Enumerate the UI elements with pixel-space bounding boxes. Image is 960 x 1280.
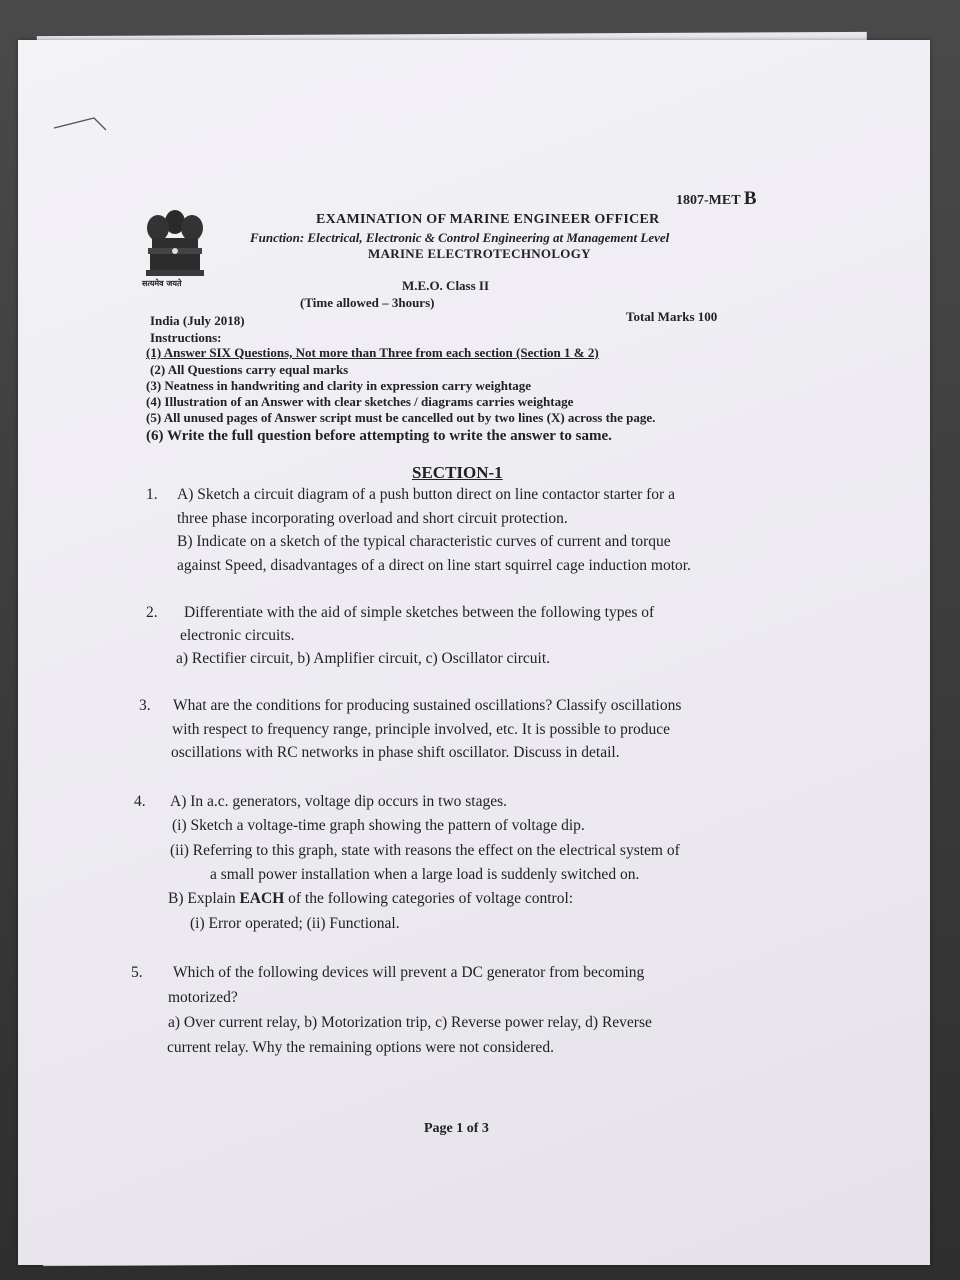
instruction-item: (4) Illustration of an Answer with clear sketches / diagrams carries weightage	[146, 394, 574, 409]
instruction-item	[146, 345, 599, 361]
question-number: 5.	[131, 964, 143, 981]
time-allowed: (Time allowed – 3hours)	[300, 295, 435, 310]
question-line: oscillations with RC networks in phase shift oscillator. Discuss in detail.	[171, 744, 620, 761]
question-line: current relay. Why the remaining options were not considered.	[167, 1039, 554, 1056]
question-line: A) Sketch a circuit diagram of a push button direct on line contactor starter for a	[177, 486, 675, 503]
question-number: 1.	[146, 486, 158, 503]
question-line: motorized?	[168, 989, 238, 1006]
question-line: three phase incorporating overload and short circuit protection.	[177, 510, 568, 527]
question-line: A) In a.c. generators, voltage dip occurs in two stages.	[170, 793, 508, 810]
paper-set: B	[743, 188, 757, 209]
function-line: Function: Electrical, Electronic & Control Engineering at Management Level	[250, 230, 670, 245]
emblem-caption: सत्यमेव जयते	[142, 279, 182, 288]
question-line: with respect to frequency range, principle involved, etc. It is possible to produce	[172, 721, 670, 738]
class-level: M.E.O. Class II	[402, 278, 490, 293]
exam-title: EXAMINATION OF MARINE ENGINEER OFFICER	[316, 212, 660, 227]
question-line: a) Over current relay, b) Motorization trip, c) Reverse power relay, d) Reverse	[168, 1014, 652, 1031]
section-title: SECTION-1	[412, 463, 503, 482]
instruction-number: (1)	[146, 345, 164, 360]
question-number: 4.	[134, 793, 146, 810]
instructions-heading: Instructions:	[150, 330, 222, 345]
pencil-mark-icon	[52, 104, 112, 134]
paper-code	[676, 188, 757, 210]
question-line: (i) Sketch a voltage-time graph showing the pattern of voltage dip.	[172, 817, 585, 834]
question-line: B) Indicate on a sketch of the typical characteristic curves of current and torque	[177, 533, 671, 550]
national-emblem	[138, 204, 212, 294]
question-number: 2.	[146, 604, 158, 621]
instruction-item: (5) All unused pages of Answer script must be cancelled out by two lines (X) across the page.	[146, 410, 656, 425]
subject-title: MARINE ELECTROTECHNOLOGY	[368, 246, 591, 261]
total-marks: Total Marks 100	[626, 309, 718, 324]
question-line: electronic circuits.	[180, 627, 295, 644]
instruction-text: Answer SIX Questions, Not more than Three from each section (Section 1 & 2)	[163, 345, 599, 360]
question-line: B) Explain EACH of the following categories of voltage control:	[168, 890, 574, 907]
paper-code-text: 1807-MET	[676, 193, 741, 208]
question-line: Which of the following devices will prevent a DC generator from becoming	[173, 964, 645, 981]
emblem-icon	[138, 204, 212, 282]
question-number: 3.	[139, 697, 151, 714]
place-date: India (July 2018)	[150, 313, 245, 328]
question-line: What are the conditions for producing sustained oscillations? Classify oscillations	[173, 697, 682, 714]
page-number: Page 1 of 3	[424, 1121, 489, 1136]
question-line: against Speed, disadvantages of a direct on line start squirrel cage induction motor.	[177, 557, 691, 574]
instruction-item: (6) Write the full question before attempting to write the answer to same.	[146, 428, 612, 444]
question-line: a) Rectifier circuit, b) Amplifier circuit, c) Oscillator circuit.	[176, 650, 550, 667]
question-line: a small power installation when a large load is suddenly switched on.	[210, 866, 640, 883]
instruction-item: (2) All Questions carry equal marks	[150, 362, 349, 377]
question-line: Differentiate with the aid of simple sketches between the following types of	[184, 604, 655, 621]
question-line: (ii) Referring to this graph, state with reasons the effect on the electrical system of	[170, 842, 680, 859]
question-line: (i) Error operated; (ii) Functional.	[190, 915, 400, 932]
instruction-item: (3) Neatness in handwriting and clarity in expression carry weightage	[146, 378, 532, 393]
